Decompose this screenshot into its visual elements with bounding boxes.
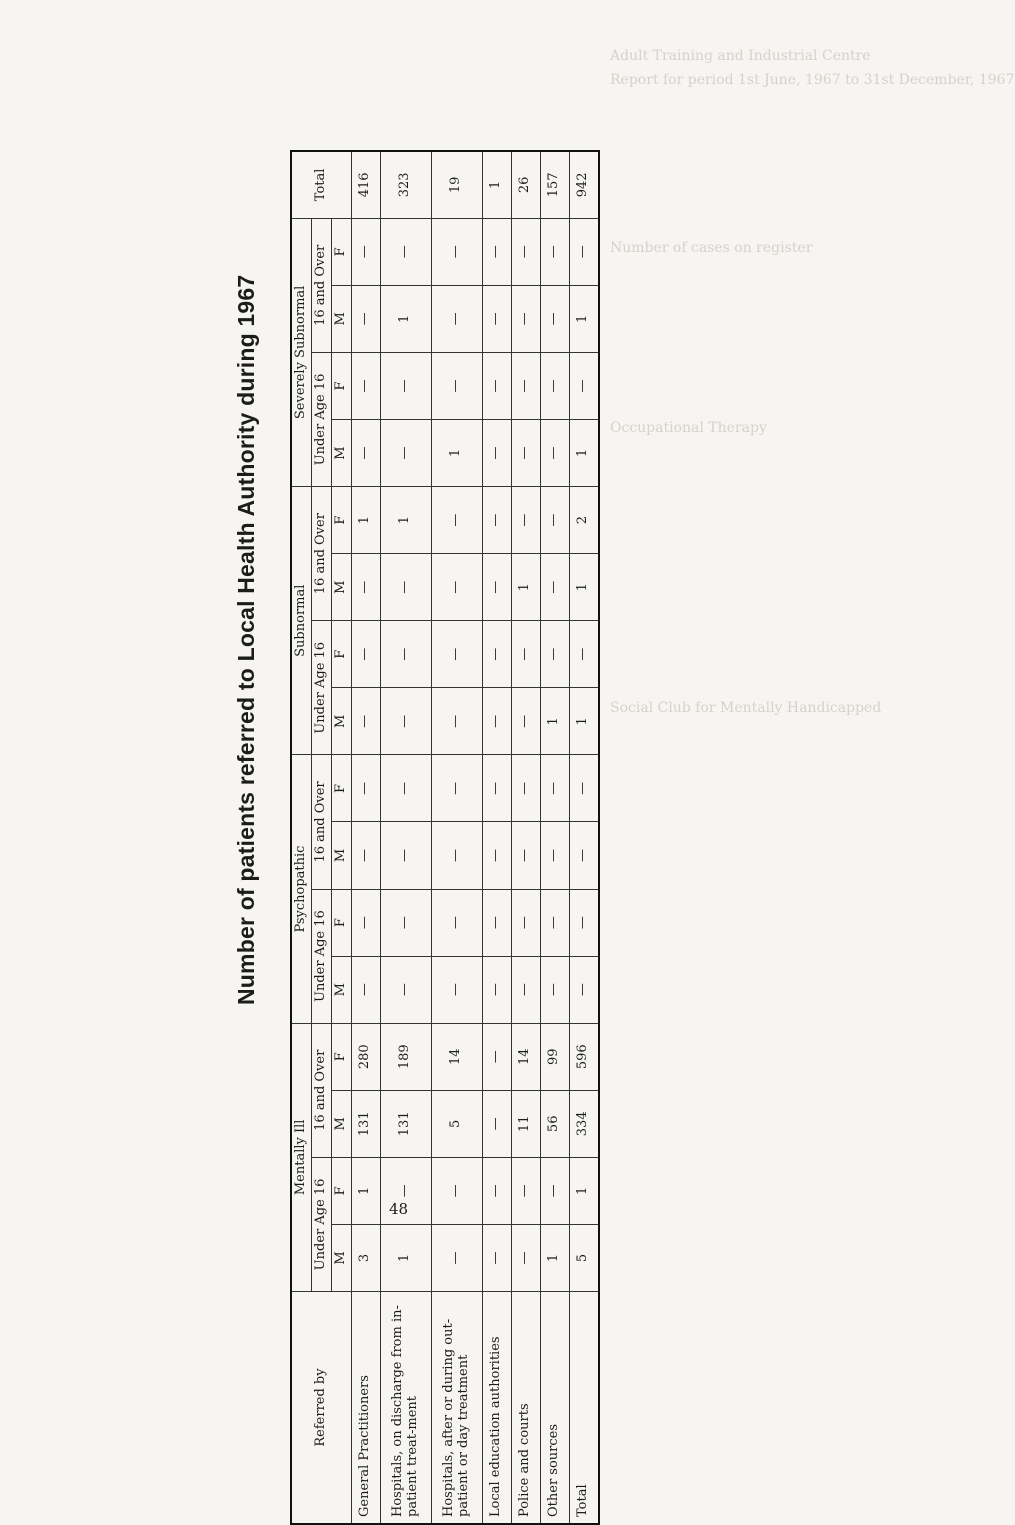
sex-header: F — [331, 889, 351, 956]
group-header-subnormal: Subnormal — [291, 487, 311, 755]
count-cell: 131 — [351, 1090, 380, 1157]
row-total-cell: 1 — [482, 151, 511, 218]
count-cell: 1 — [351, 1157, 380, 1224]
age-header: Under Age 16 — [311, 889, 331, 1023]
count-cell: — — [569, 755, 599, 822]
sex-header: M — [331, 688, 351, 755]
row-total-cell: 157 — [540, 151, 569, 218]
row-total-cell: 26 — [511, 151, 540, 218]
count-cell: — — [351, 822, 380, 889]
referral-source-cell: General Practitioners — [351, 1292, 380, 1525]
count-cell: — — [351, 688, 380, 755]
count-cell: — — [569, 352, 599, 419]
count-cell: — — [511, 822, 540, 889]
count-cell: 3 — [351, 1224, 380, 1291]
sex-header: M — [331, 419, 351, 486]
count-cell: — — [380, 554, 431, 621]
sex-header: F — [331, 1157, 351, 1224]
count-cell: — — [482, 889, 511, 956]
show-through-text: Report for period 1st June, 1967 to 31st December, 1967 — [610, 72, 1015, 88]
count-cell: — — [482, 1157, 511, 1224]
count-cell: 1 — [569, 688, 599, 755]
count-cell: — — [482, 755, 511, 822]
count-cell: — — [482, 419, 511, 486]
count-cell: — — [569, 218, 599, 285]
row-total-cell: 942 — [569, 151, 599, 218]
count-cell: — — [511, 1224, 540, 1291]
count-cell: 14 — [431, 1023, 482, 1090]
sex-header: M — [331, 822, 351, 889]
count-cell: 1 — [380, 285, 431, 352]
count-cell: — — [351, 755, 380, 822]
count-cell: 5 — [569, 1224, 599, 1291]
count-cell: 1 — [569, 554, 599, 621]
sex-header: F — [331, 487, 351, 554]
age-header: 16 and Over — [311, 1023, 331, 1157]
count-cell: — — [431, 889, 482, 956]
count-cell: — — [482, 822, 511, 889]
referrals-table-body — [351, 151, 599, 1524]
count-cell: 1 — [569, 419, 599, 486]
count-cell: — — [380, 621, 431, 688]
referral-source-cell: Total — [569, 1292, 599, 1525]
table-row — [511, 151, 540, 1524]
count-cell: 189 — [380, 1023, 431, 1090]
count-cell: 334 — [569, 1090, 599, 1157]
page-number: 48 — [389, 1200, 409, 1218]
referred-by-header: Referred by — [291, 1292, 351, 1525]
sex-header: M — [331, 554, 351, 621]
sex-header: F — [331, 352, 351, 419]
count-cell: — — [351, 218, 380, 285]
sex-header: F — [331, 755, 351, 822]
count-cell: 1 — [351, 487, 380, 554]
count-cell: — — [482, 1224, 511, 1291]
count-cell: — — [540, 889, 569, 956]
count-cell: — — [351, 956, 380, 1023]
count-cell: — — [540, 352, 569, 419]
count-cell: — — [511, 1157, 540, 1224]
count-cell: — — [511, 285, 540, 352]
group-header-psychopathic: Psychopathic — [291, 755, 311, 1023]
referrals-table — [290, 150, 600, 1525]
referral-source-cell: Hospitals, on discharge from in-patient treat-ment — [380, 1292, 431, 1525]
referral-source-cell: Other sources — [540, 1292, 569, 1525]
show-through-text: Adult Training and Industrial Centre — [610, 48, 871, 64]
show-through-text: Number of cases on register — [610, 240, 813, 256]
row-total-cell: 323 — [380, 151, 431, 218]
count-cell: — — [482, 218, 511, 285]
count-cell: — — [351, 285, 380, 352]
count-cell: — — [511, 621, 540, 688]
count-cell: — — [540, 487, 569, 554]
count-cell: 1 — [431, 419, 482, 486]
count-cell: 2 — [569, 487, 599, 554]
referral-source-cell: Police and courts — [511, 1292, 540, 1525]
count-cell: — — [540, 621, 569, 688]
count-cell: 280 — [351, 1023, 380, 1090]
count-cell: — — [482, 554, 511, 621]
row-total-cell: 19 — [431, 151, 482, 218]
count-cell: — — [380, 1157, 431, 1224]
count-cell: — — [431, 688, 482, 755]
count-cell: — — [431, 1157, 482, 1224]
count-cell: — — [431, 1224, 482, 1291]
sex-header: M — [331, 285, 351, 352]
table-row — [569, 151, 599, 1524]
count-cell: — — [511, 218, 540, 285]
count-cell: — — [351, 419, 380, 486]
count-cell: — — [540, 419, 569, 486]
count-cell: — — [380, 352, 431, 419]
count-cell: — — [380, 956, 431, 1023]
count-cell: — — [511, 688, 540, 755]
count-cell: — — [540, 285, 569, 352]
count-cell: — — [431, 755, 482, 822]
age-header: Under Age 16 — [311, 621, 331, 755]
row-total-cell: 416 — [351, 151, 380, 218]
count-cell: — — [380, 688, 431, 755]
count-cell: — — [540, 956, 569, 1023]
count-cell: — — [380, 218, 431, 285]
count-cell: 1 — [540, 1224, 569, 1291]
count-cell: 596 — [569, 1023, 599, 1090]
referral-source-cell: Local education authorities — [482, 1292, 511, 1525]
count-cell: — — [540, 1157, 569, 1224]
count-cell: — — [482, 487, 511, 554]
count-cell: — — [482, 956, 511, 1023]
count-cell: — — [431, 554, 482, 621]
count-cell: — — [482, 621, 511, 688]
count-cell: — — [431, 218, 482, 285]
sex-header: F — [331, 621, 351, 688]
count-cell: — — [569, 621, 599, 688]
sex-header: F — [331, 218, 351, 285]
table-row — [540, 151, 569, 1524]
table-row — [380, 151, 431, 1524]
group-header-mentally-ill: Mentally Ill — [291, 1023, 311, 1291]
count-cell: — — [380, 419, 431, 486]
count-cell: 1 — [380, 487, 431, 554]
count-cell: 1 — [540, 688, 569, 755]
count-cell: — — [511, 419, 540, 486]
count-cell: — — [351, 621, 380, 688]
table-row — [351, 151, 380, 1524]
count-cell: 1 — [380, 1224, 431, 1291]
count-cell: — — [380, 755, 431, 822]
count-cell: — — [482, 688, 511, 755]
age-header: Under Age 16 — [311, 1157, 331, 1291]
count-cell: 1 — [511, 554, 540, 621]
count-cell: 99 — [540, 1023, 569, 1090]
count-cell: 56 — [540, 1090, 569, 1157]
total-header: Total — [291, 151, 351, 218]
count-cell: — — [569, 889, 599, 956]
count-cell: — — [482, 352, 511, 419]
count-cell: — — [431, 621, 482, 688]
count-cell: — — [380, 889, 431, 956]
count-cell: — — [511, 889, 540, 956]
count-cell: — — [482, 1090, 511, 1157]
count-cell: — — [482, 285, 511, 352]
count-cell: — — [351, 889, 380, 956]
count-cell: 1 — [569, 1157, 599, 1224]
count-cell: — — [540, 822, 569, 889]
referrals-table-rotated — [290, 150, 600, 1525]
table-row — [482, 151, 511, 1524]
sex-header: M — [331, 1224, 351, 1291]
show-through-text: Occupational Therapy — [610, 420, 767, 436]
count-cell: 11 — [511, 1090, 540, 1157]
count-cell: — — [511, 956, 540, 1023]
count-cell: — — [511, 352, 540, 419]
count-cell: — — [540, 218, 569, 285]
count-cell: — — [431, 822, 482, 889]
header-row-groups — [291, 151, 311, 1524]
count-cell: 1 — [569, 285, 599, 352]
group-header-severely-subnormal: Severely Subnormal — [291, 218, 311, 486]
count-cell: — — [540, 755, 569, 822]
count-cell: — — [431, 285, 482, 352]
count-cell: — — [351, 352, 380, 419]
referral-source-cell: Hospitals, after or during out-patient or day treatment — [431, 1292, 482, 1525]
count-cell: — — [511, 755, 540, 822]
table-row — [431, 151, 482, 1524]
referrals-table-frame — [290, 150, 600, 1525]
age-header: 16 and Over — [311, 755, 331, 889]
age-header: Under Age 16 — [311, 352, 331, 486]
count-cell: — — [351, 554, 380, 621]
count-cell: — — [482, 1023, 511, 1090]
sex-header: M — [331, 1090, 351, 1157]
count-cell: — — [431, 487, 482, 554]
count-cell: — — [569, 822, 599, 889]
age-header: 16 and Over — [311, 218, 331, 352]
show-through-text: Social Club for Mentally Handicapped — [610, 700, 882, 716]
sex-header: M — [331, 956, 351, 1023]
page-title: Number of patients referred to Local Health Authority during 1967 — [233, 274, 259, 1005]
count-cell: 131 — [380, 1090, 431, 1157]
count-cell: 14 — [511, 1023, 540, 1090]
sex-header: F — [331, 1023, 351, 1090]
count-cell: — — [540, 554, 569, 621]
count-cell: — — [569, 956, 599, 1023]
count-cell: — — [431, 956, 482, 1023]
count-cell: — — [380, 822, 431, 889]
count-cell: — — [431, 352, 482, 419]
age-header: 16 and Over — [311, 487, 331, 621]
count-cell: 5 — [431, 1090, 482, 1157]
count-cell: — — [511, 487, 540, 554]
